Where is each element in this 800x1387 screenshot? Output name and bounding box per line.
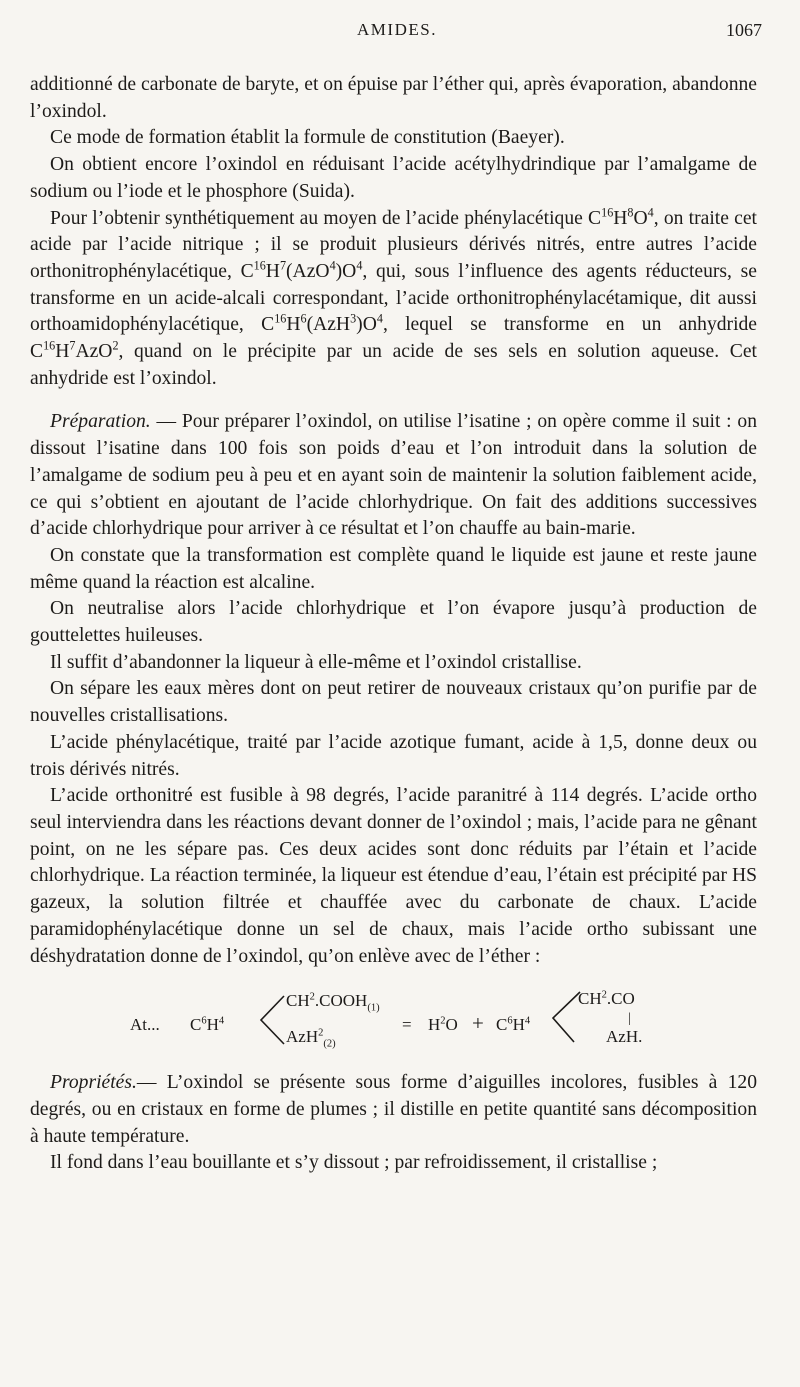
- section-proprietes: [30, 1070, 757, 1150]
- paragraph: On neutralise alors l’acide chlorhydrique et l’on évapore jusqu’à production de gouttelettes huileuses.: [30, 598, 757, 647]
- section-text: — Pour préparer l’oxindol, on utilise l’isatine ; on opère comme il suit : on dissout l’isatine dans 100 fois son poids d’eau et l’on introduit dans la solution de l’amalgame de sodium peu à peu et en ayant soin de maintenir la solution faiblement acide, ce qui s’obtient en ajoutant de l’acide chlorhydrique. On fait des additions successives d’acide chlorhydrique pour arriver à ce résultat et l’on chauffe au bain-marie.: [30, 411, 757, 540]
- paragraph-text: additionné de carbonate de baryte, et on épuise par l’éther qui, après évaporation, abandonne l’oxindol.: [30, 74, 757, 122]
- section-title-preparation: Préparation.: [50, 411, 151, 433]
- equation-bond-line: |: [628, 1011, 631, 1027]
- section-title-proprietes: Propriétés.: [50, 1072, 137, 1094]
- paragraph: L’acide orthonitré est fusible à 98 degrés, l’acide paranitré à 114 degrés. L’acide ortho seul interviendra dans les réactions devant donner de l’oxindol ; mais, l’acide para ne gênant point, on ne les sépare pas. Ces deux acides sont donc réduits par l’étain et l’acide chlorhydrique. La réaction terminée, la liqueur est étendue d’eau, l’étain est précipité par HS gazeux, la solution filtrée et chauffée avec du carbonate de chaux. L’acide paramidophénylacétique donne un sel de chaux, mais l’acide ortho subissant une déshydratation donne de l’oxindol, qu’on enlève avec de l’éther :: [30, 785, 757, 967]
- paragraph: On sépare les eaux mères dont on peut retirer de nouveaux cristaux qu’on purifie par de nouvelles cristallisations.: [30, 678, 757, 727]
- equation-product-bottom: AzH.: [606, 1027, 643, 1047]
- chemical-equation: [30, 986, 757, 1056]
- equation-reactant-core: $C^6H^4$: [190, 1015, 225, 1035]
- paragraph: On constate que la transformation est complète quand le liquide est jaune et reste jaune même quand la réaction est alcaline.: [30, 544, 757, 593]
- paragraph: Ce mode de formation établit la formule de constitution (Baeyer).: [50, 127, 565, 149]
- paragraph: Il suffit d’abandonner la liqueur à elle-même et l’oxindol cristallise.: [50, 651, 582, 673]
- section-preparation: [30, 409, 757, 543]
- running-title: AMIDES.: [357, 20, 437, 39]
- equation-product-core: $C^6H^4$: [496, 1015, 531, 1035]
- equation-substituent-bottom: AzH$^2_{(2)}$: [286, 1027, 336, 1050]
- equation-substituent-top: $CH^2.COOH_{(1)}$: [286, 991, 380, 1014]
- paragraph: [30, 72, 757, 125]
- equation-prefix: At...: [130, 1015, 160, 1035]
- equation-plus: +: [472, 1011, 484, 1036]
- paragraph: On obtient encore l’oxindol en réduisant l’acide acétylhydrindique par l’amalgame de sodium ou l’iode et le phosphore (Suida).: [30, 154, 757, 202]
- equation-product-top: $CH^2.CO$: [578, 989, 635, 1009]
- page-number: 1067: [726, 20, 762, 40]
- section-text: — L’oxindol se présente sous forme d’aiguilles incolores, fusibles à 120 degrés, ou en cristaux en forme de plumes ; il distille en petite quantité sans décomposition à haute température.: [30, 1072, 757, 1147]
- text-body: [30, 72, 757, 1177]
- equation-water: $H^2O$: [428, 1015, 458, 1035]
- bond-bracket-left: [258, 992, 286, 1048]
- paragraph: Il fond dans l’eau bouillante et s’y dissout ; par refroidissement, il cristallise ;: [50, 1152, 658, 1174]
- equation-equals: =: [402, 1015, 412, 1035]
- paragraph-synthesis: Pour l’obtenir synthétiquement au moyen de l’acide phénylacétique $C^{16}H^8O^4$, on traite cet acide par l’acide nitrique ; il se produit plusieurs dérivés nitrés, entre autres l’acide orthonitrophénylacétique, $C^{16}H^7(AzO^4)O^4$, qui, sous l’influence des agents réducteurs, se transforme en un acide-alcali correspondant, l’acide orthonitrophénylacétamique, dit aussi orthoamidophénylacétique, $C^{16}H^6(AzH^3)O^4$, lequel se transforme en un anhydride $C^{16}H^7AzO^2$, quand on le précipite par un acide de ses sels en solution aqueuse. Cet anhydride est l’oxindol.: [30, 204, 758, 389]
- paragraph: L’acide phénylacétique, traité par l’acide azotique fumant, acide à 1,5, donne deux ou trois dérivés nitrés.: [30, 731, 757, 780]
- page-header: [32, 18, 762, 46]
